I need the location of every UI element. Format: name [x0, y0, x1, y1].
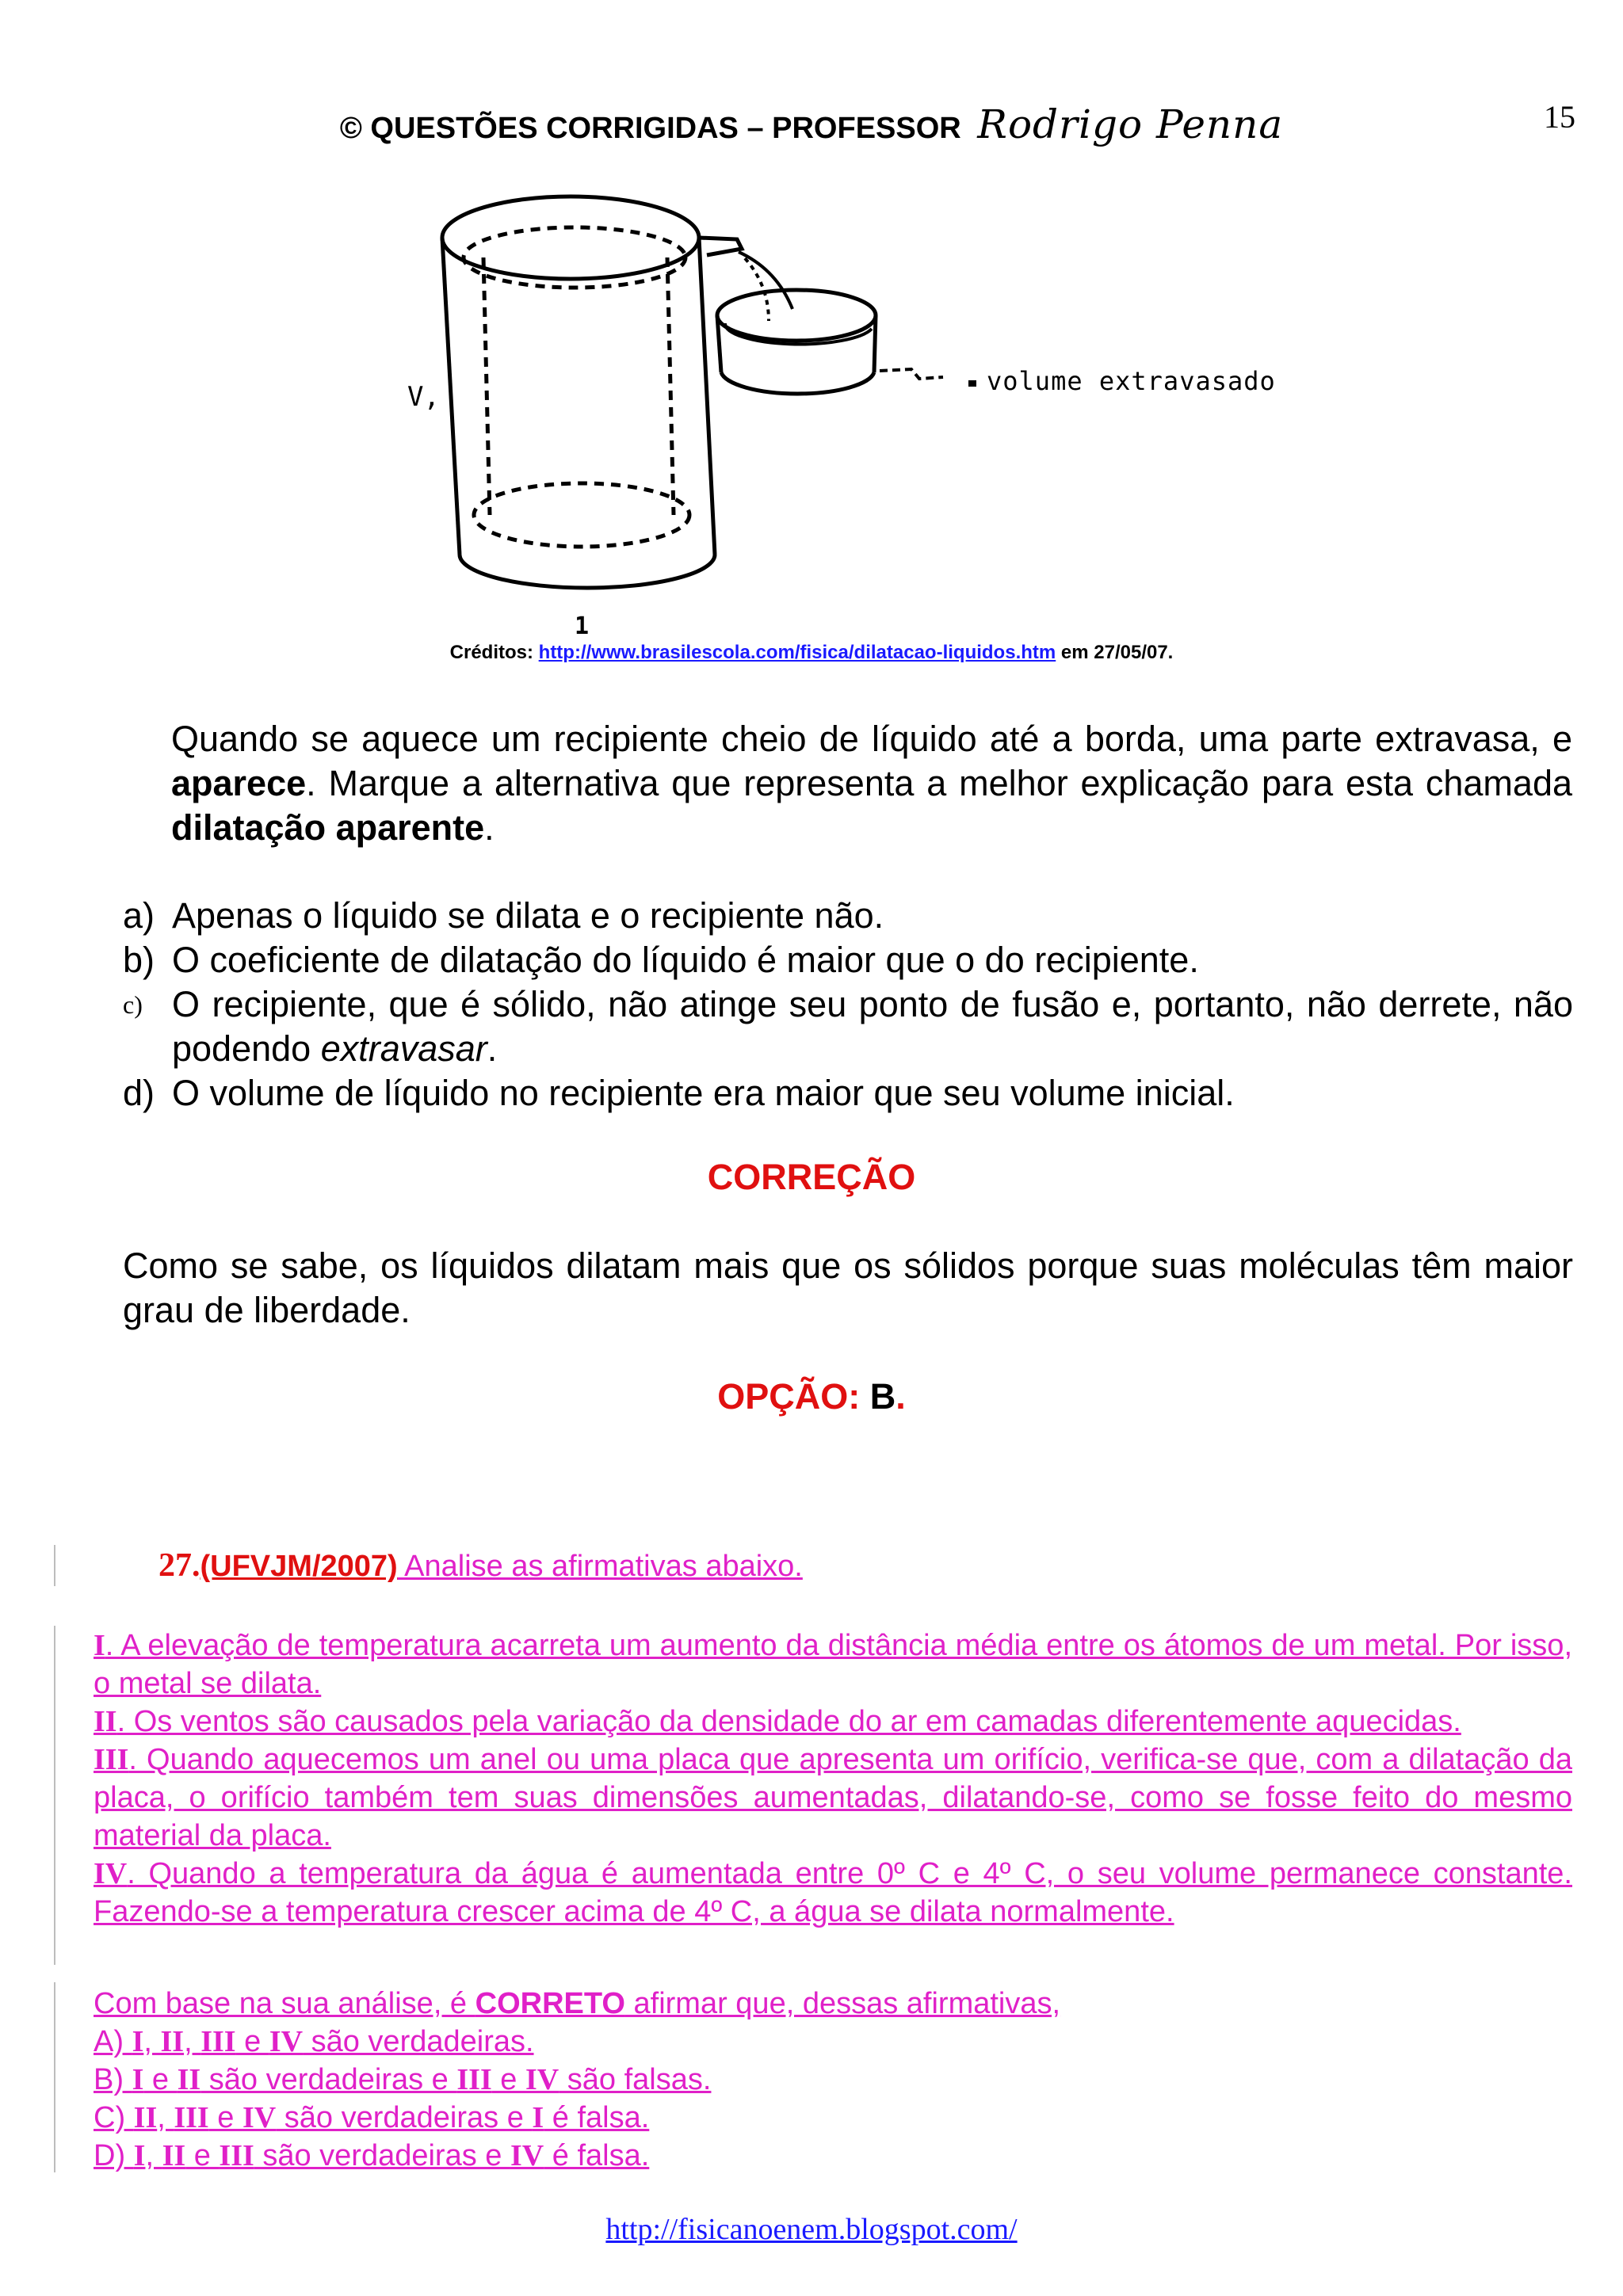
prompt-text-2: afirmar que, dessas afirmativas,	[624, 1987, 1061, 2020]
stem-text-2: . Marque a alternativa que representa a melhor explicação para esta chamada	[306, 763, 1572, 803]
answer-label: OPÇÃO:	[717, 1376, 861, 1417]
margin-bar-3	[54, 1982, 55, 2172]
answer-option-a[interactable]	[94, 2023, 1572, 2061]
dish-bottom	[721, 372, 874, 394]
header-title: © QUESTÕES CORRIGIDAS – PROFESSOR	[339, 112, 961, 145]
option-a[interactable]	[123, 894, 1573, 938]
answer-b-numeral-2: II	[177, 2063, 201, 2096]
option-b-label: b)	[123, 940, 155, 980]
question-source: (UFVJM/2007)	[200, 1550, 398, 1583]
correction-heading: CORREÇÃO	[707, 1157, 916, 1197]
answer-b-sep-3: e	[491, 2063, 525, 2096]
answer-a-numeral-1: I	[132, 2025, 144, 2058]
statement-iv-text: . Quando a temperatura da água é aumentada entre 0º C e 4º C, o seu volume permanece constante. Fazendo-se a temperatura crescer acima de 4º C, a água se dilata normalmente.	[94, 1857, 1572, 1928]
answer-c-sep-3: são verdadeiras e	[276, 2101, 533, 2134]
dilatation-figure	[396, 182, 1308, 642]
answer-a-text: são verdadeiras.	[303, 2025, 534, 2058]
beaker-top-rim	[442, 196, 699, 279]
answer-d-text: é falsa.	[544, 2139, 650, 2172]
answer-c-sep-2: e	[208, 2101, 242, 2134]
statements-block	[94, 1627, 1572, 1931]
dish-right-wall	[874, 315, 876, 372]
beaker-bottom	[460, 555, 715, 588]
statement-iii-numeral: III	[94, 1743, 129, 1776]
statement-i-text: . A elevação de temperatura acarreta um aumento da distância média entre os átomos de um metal. Por isso, o metal se dilata.	[94, 1629, 1572, 1700]
question-number: 27.	[158, 1547, 200, 1584]
answer-c-sep-1: ,	[157, 2101, 174, 2134]
beaker-right-wall	[699, 238, 715, 555]
answer-c-numeral-1: II	[133, 2101, 158, 2134]
margin-bar-1	[54, 1545, 55, 1586]
answer-c-label: C)	[94, 2101, 134, 2134]
answer-line	[0, 1376, 1623, 1417]
answer-a-sep-2: ,	[184, 2025, 201, 2058]
answer-d-sep-1: ,	[145, 2139, 162, 2172]
beaker-spout	[699, 238, 742, 255]
margin-bar-2	[54, 1626, 55, 1965]
answer-a-sep-3: e	[235, 2025, 269, 2058]
page-number: 15	[1544, 99, 1575, 135]
answer-b-sep-1: e	[143, 2063, 178, 2096]
dish-top-rim	[717, 290, 876, 341]
beaker-left-wall	[442, 238, 460, 555]
statement-i	[94, 1627, 1572, 1703]
stem-bold-aparece: aparece	[171, 763, 307, 803]
answer-b-numeral-4: IV	[525, 2063, 559, 2096]
answers-block	[94, 1985, 1572, 2175]
answer-d-numeral-3: III	[219, 2139, 254, 2172]
stem-text-3: .	[484, 807, 495, 848]
option-b-text: O coeficiente de dilatação do líquido é maior que o do recipiente.	[172, 940, 1199, 980]
statement-iii	[94, 1741, 1572, 1855]
answer-a-numeral-2: II	[160, 2025, 185, 2058]
answer-c-numeral-4: I	[532, 2101, 544, 2134]
question-stem	[171, 717, 1572, 850]
statement-iv-numeral: IV	[94, 1857, 128, 1890]
stem-text-1: Quando se aquece um recipiente cheio de líquido até a borda, uma parte extravasa, e	[171, 719, 1572, 759]
correction-text: Como se sabe, os líquidos dilatam mais que os sólidos porque suas moléculas têm maior grau de liberdade.	[123, 1245, 1573, 1330]
page-header	[0, 101, 1623, 147]
stem-bold-dilatacao: dilatação aparente	[171, 807, 485, 848]
answer-c-numeral-3: IV	[242, 2101, 277, 2134]
prompt-bold: CORRETO	[475, 1987, 625, 2020]
footer-link[interactable]: http://fisicanoenem.blogspot.com/	[605, 2213, 1018, 2246]
statement-iii-text: . Quando aquecemos um anel ou uma placa que apresenta um orifício, verifica-se que, com a dilatação da placa, o orifício também tem suas dimensões aumentadas, dilatando-se, como se fosse feito do mesmo material da placa.	[94, 1743, 1572, 1852]
options-list	[123, 894, 1573, 1116]
answer-b-sep-2: são verdadeiras e	[200, 2063, 457, 2096]
answer-d-numeral-4: IV	[510, 2139, 544, 2172]
answer-option-d[interactable]	[94, 2137, 1572, 2175]
answer-b-numeral-1: I	[132, 2063, 144, 2096]
answer-option-b[interactable]	[94, 2061, 1572, 2099]
answer-value: B	[869, 1376, 896, 1417]
answer-a-numeral-4: IV	[269, 2025, 304, 2058]
question-27-heading	[158, 1547, 803, 1585]
author-signature: Rodrigo Penna	[977, 101, 1284, 147]
option-d[interactable]	[123, 1071, 1573, 1116]
option-c-label: c)	[123, 990, 143, 1019]
option-a-text: Apenas o líquido se dilata e o recipiente não.	[172, 895, 884, 936]
credits-date: em 27/05/07.	[1060, 642, 1174, 663]
answers-prompt	[94, 1985, 1572, 2023]
option-d-label: d)	[123, 1073, 155, 1113]
answer-a-label: A)	[94, 2025, 132, 2058]
credits-link[interactable]: http://www.brasilescola.com/fisica/dilatacao-liquidos.htm	[538, 642, 1056, 663]
statement-ii-text: . Os ventos são causados pela variação da densidade do ar em camadas diferentemente aquecidas.	[116, 1705, 1461, 1738]
option-c-italic: extravasar	[320, 1028, 487, 1069]
answer-c-text: é falsa.	[544, 2101, 650, 2134]
question-intro: Analise as afirmativas abaixo.	[397, 1550, 803, 1583]
answer-a-numeral-3: III	[200, 2025, 236, 2058]
option-c[interactable]	[123, 982, 1573, 1071]
option-c-text-end: .	[487, 1028, 498, 1069]
figure-credits	[0, 642, 1623, 664]
liquid-bottom	[474, 483, 689, 547]
label-v: V,	[407, 381, 440, 413]
answer-d-sep-2: e	[185, 2139, 220, 2172]
statement-i-numeral: I	[94, 1629, 105, 1662]
option-a-label: a)	[123, 895, 155, 936]
overflow-pointer	[880, 369, 943, 379]
answer-d-numeral-1: I	[133, 2139, 146, 2172]
label-bottom-1: 1	[575, 612, 590, 640]
statement-iv	[94, 1855, 1572, 1931]
answer-d-sep-3: são verdadeiras e	[254, 2139, 510, 2172]
option-c-text	[172, 982, 1573, 1071]
answer-option-c[interactable]	[94, 2099, 1572, 2137]
answer-a-sep-1: ,	[143, 2025, 161, 2058]
answer-d-label: D)	[94, 2139, 134, 2172]
liquid-right-boundary	[667, 257, 674, 515]
option-c-text-main: O recipiente, que é sólido, não atinge seu ponto de fusão e, portanto, não derrete, não podendo	[172, 984, 1573, 1069]
page-footer	[0, 2212, 1623, 2247]
label-volume-extravasado: volume extravasado	[987, 366, 1276, 396]
statement-ii-numeral: II	[94, 1705, 117, 1738]
answer-c-numeral-2: III	[174, 2101, 209, 2134]
answer-b-label: B)	[94, 2063, 132, 2096]
answer-b-text: são falsas.	[559, 2063, 712, 2096]
credits-prefix: Créditos:	[449, 642, 533, 663]
option-b[interactable]	[123, 938, 1573, 982]
option-d-text: O volume de líquido no recipiente era maior que seu volume inicial.	[172, 1073, 1235, 1113]
answer-b-numeral-3: III	[456, 2063, 492, 2096]
answer-dot: .	[896, 1376, 906, 1417]
liquid-left-boundary	[483, 257, 490, 515]
statement-ii	[94, 1703, 1572, 1741]
answer-d-numeral-2: II	[162, 2139, 186, 2172]
prompt-text-1: Com base na sua análise, é	[94, 1987, 475, 2020]
